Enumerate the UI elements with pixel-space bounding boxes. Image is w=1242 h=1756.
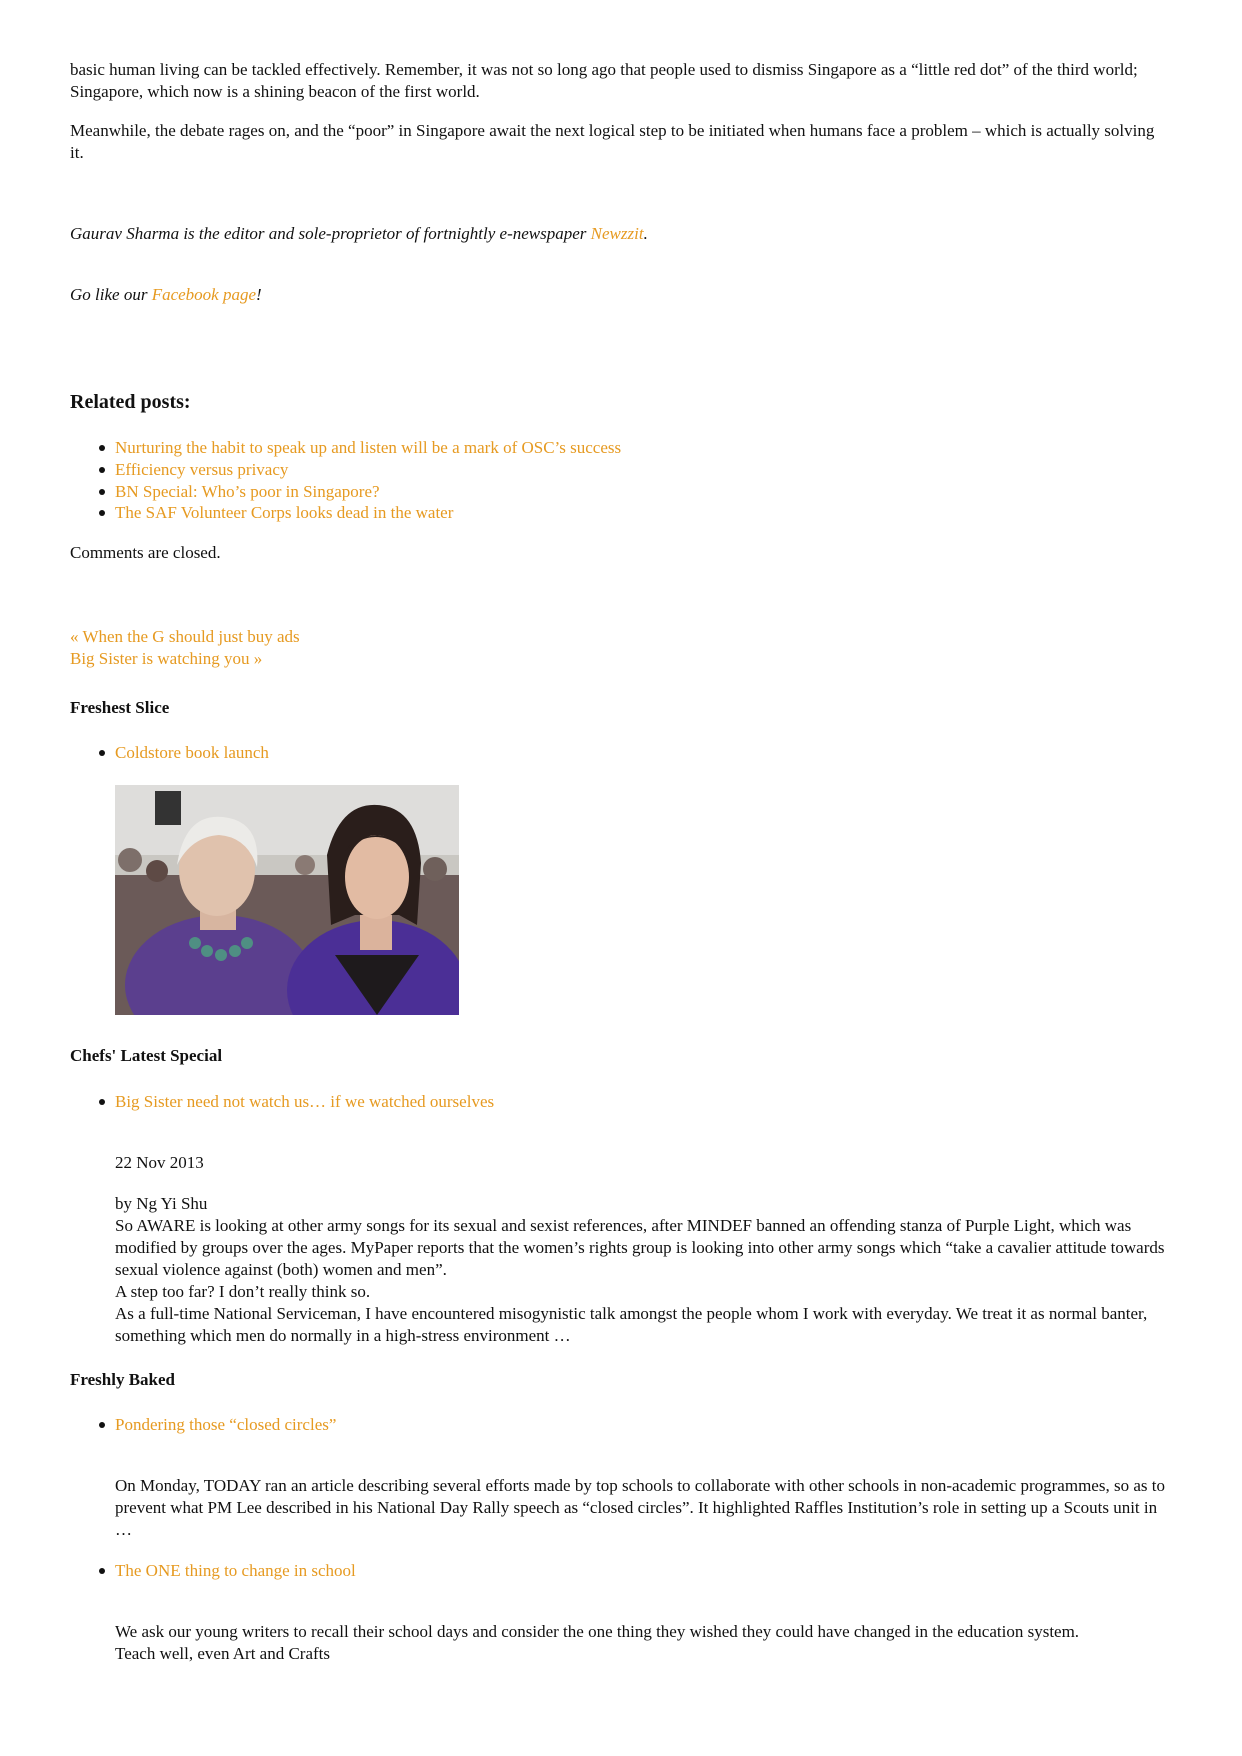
post-byline: by Ng Yi Shu: [115, 1194, 208, 1213]
freshly-baked-excerpt: On Monday, TODAY ran an article describing several efforts made by top schools to collaborate with other schools in non-academic programmes, so as to prevent what PM Lee described in his National Day Rally speech as “closed circles”. It highlighted Raffles Institution’s role in setting up a Scouts unit in …: [115, 1476, 1165, 1539]
facebook-note-end: !: [256, 285, 262, 304]
facebook-page-link[interactable]: Facebook page: [151, 285, 257, 304]
article-paragraph: Meanwhile, the debate rages on, and the “poor” in Singapore await the next logical step to be initiated when humans face a problem – which is actually solving it.: [70, 121, 1155, 162]
chefs-special-link[interactable]: Big Sister need not watch us… if we watched ourselves: [115, 1092, 495, 1111]
previous-post-link[interactable]: « When the G should just buy ads: [70, 627, 300, 646]
next-post-link[interactable]: Big Sister is watching you »: [70, 649, 263, 668]
book-launch-photo[interactable]: [115, 785, 459, 1015]
excerpt-paragraph: So AWARE is looking at other army songs for its sexual and sexist references, after MINDEF banned an offending stanza of Purple Light, which was modified by groups over the ages. MyPaper reports that the women’s rights group is looking into other army songs which “take a cavalier attitude towards sexual violence against (both) women and men”.: [115, 1216, 1165, 1279]
related-posts-heading: Related posts:: [70, 391, 191, 413]
freshest-post-link[interactable]: Coldstore book launch: [115, 743, 269, 762]
related-post-link[interactable]: Nurturing the habit to speak up and listen will be a mark of OSC’s success: [115, 438, 622, 457]
comments-closed: Comments are closed.: [70, 543, 221, 562]
newzzit-link[interactable]: Newzzit: [590, 224, 644, 243]
related-post-link[interactable]: Efficiency versus privacy: [115, 460, 289, 479]
excerpt-paragraph: A step too far? I don’t really think so.: [115, 1282, 371, 1301]
chefs-special-excerpt: [115, 1193, 1170, 1347]
chefs-special-heading: Chefs' Latest Special: [70, 1046, 223, 1065]
facebook-note: [70, 284, 1170, 306]
excerpt-line: Teach well, even Art and Crafts: [115, 1644, 331, 1663]
excerpt-line: We ask our young writers to recall their school days and consider the one thing they wished they could have changed in the education system.: [115, 1622, 1080, 1641]
freshly-baked-link[interactable]: Pondering those “closed circles”: [115, 1415, 337, 1434]
freshly-baked-excerpt: [115, 1621, 1170, 1665]
article-paragraph: basic human living can be tackled effectively. Remember, it was not so long ago that people used to dismiss Singapore as a “little red dot” of the third world; Singapore, which now is a shining beacon of the first world.: [70, 60, 1138, 101]
freshly-baked-link[interactable]: The ONE thing to change in school: [115, 1561, 356, 1580]
freshly-baked-heading: Freshly Baked: [70, 1370, 176, 1389]
author-note-end: .: [643, 224, 648, 243]
related-post-link[interactable]: BN Special: Who’s poor in Singapore?: [115, 482, 380, 501]
author-note: [70, 223, 1170, 245]
related-post-link[interactable]: The SAF Volunteer Corps looks dead in the water: [115, 503, 454, 522]
author-note-text: Gaurav Sharma is the editor and sole-proprietor of fortnightly e-newspaper: [70, 224, 591, 243]
facebook-note-text: Go like our: [70, 285, 152, 304]
excerpt-paragraph: As a full-time National Serviceman, I have encountered misogynistic talk amongst the people whom I work with everyday. We treat it as normal banter, something which men do normally in a high-stress environment …: [115, 1304, 1148, 1345]
freshest-slice-heading: Freshest Slice: [70, 698, 170, 717]
post-date: 22 Nov 2013: [115, 1153, 204, 1172]
